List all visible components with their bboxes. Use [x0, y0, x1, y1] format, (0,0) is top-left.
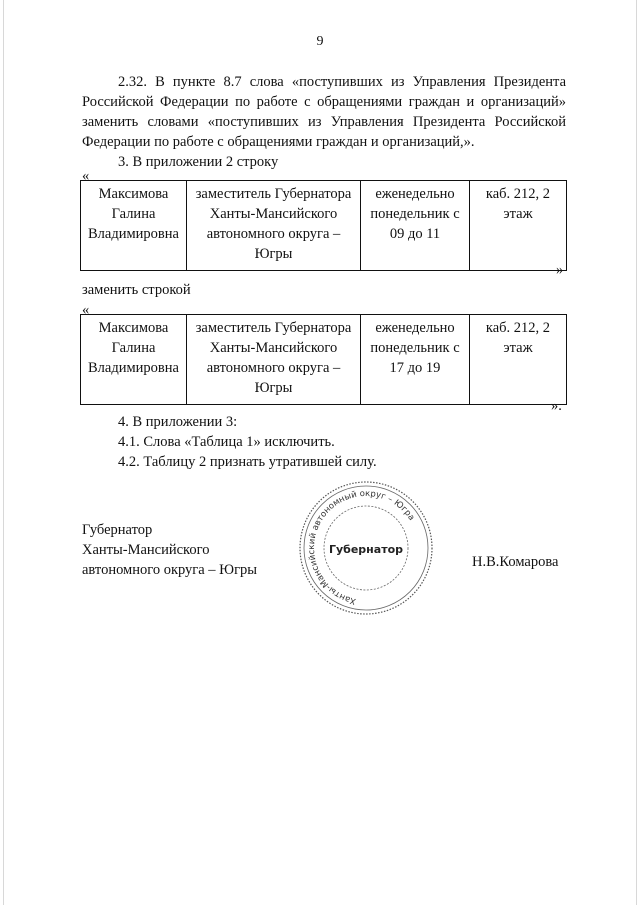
- open-quote-1: «: [82, 168, 90, 184]
- table-old-row: [80, 180, 567, 271]
- signature-title-line-1: Губернатор: [82, 522, 153, 538]
- table-row: [81, 181, 567, 271]
- table-new-row: [80, 314, 567, 405]
- cell-name: Максимова Галина Владимировна: [81, 181, 187, 271]
- signature-title-line-2: Ханты-Мансийского: [82, 542, 210, 558]
- stamp-ring-text: Ханты-Мансийский автономный округ – Югра: [307, 488, 417, 606]
- replace-with-text: заменить строкой: [82, 282, 191, 298]
- page-number: 9: [316, 34, 324, 49]
- signer-name: Н.В.Комарова: [472, 554, 559, 570]
- close-quote-2: ».: [551, 398, 562, 414]
- scan-edge-right: [636, 0, 637, 905]
- signature-title-line-3: автономного округа – Югры: [82, 562, 258, 578]
- paragraph-4-1: 4.1. Слова «Таблица 1» исключить.: [118, 434, 335, 450]
- cell-position: заместитель Губернатора Ханты-Мансийского автономного округа – Югры: [187, 181, 361, 271]
- paragraph-2-32: 2.32. В пункте 8.7 слова «поступивших из Управления Президента Российской Федерации по работе с обращениями граждан и организаций» заменить словами «поступивших из Управления Президента Российской Федерации по работе с обращениями граждан и организаций,».: [82, 74, 566, 150]
- paragraph-4-2: 4.2. Таблицу 2 признать утратившей силу.: [118, 454, 377, 470]
- cell-position: заместитель Губернатора Ханты-Мансийского автономного округа – Югры: [187, 315, 361, 405]
- signature-block: [82, 520, 257, 580]
- stamp-center-text: Губернатор: [328, 543, 404, 556]
- table-row: [81, 315, 567, 405]
- open-quote-2: «: [82, 302, 90, 318]
- scan-edge-left: [3, 0, 4, 905]
- cell-schedule: еженедельно понедельник с 17 до 19: [361, 315, 470, 405]
- paragraph-4: 4. В приложении 3:: [118, 414, 238, 430]
- cell-schedule: еженедельно понедельник с 09 до 11: [361, 181, 470, 271]
- official-stamp: [296, 476, 436, 624]
- cell-room: каб. 212, 2 этаж: [470, 181, 567, 271]
- close-quote-1: »: [556, 262, 564, 278]
- paragraph-3: 3. В приложении 2 строку: [118, 154, 279, 170]
- cell-name: Максимова Галина Владимировна: [81, 315, 187, 405]
- cell-room: каб. 212, 2 этаж: [470, 315, 567, 405]
